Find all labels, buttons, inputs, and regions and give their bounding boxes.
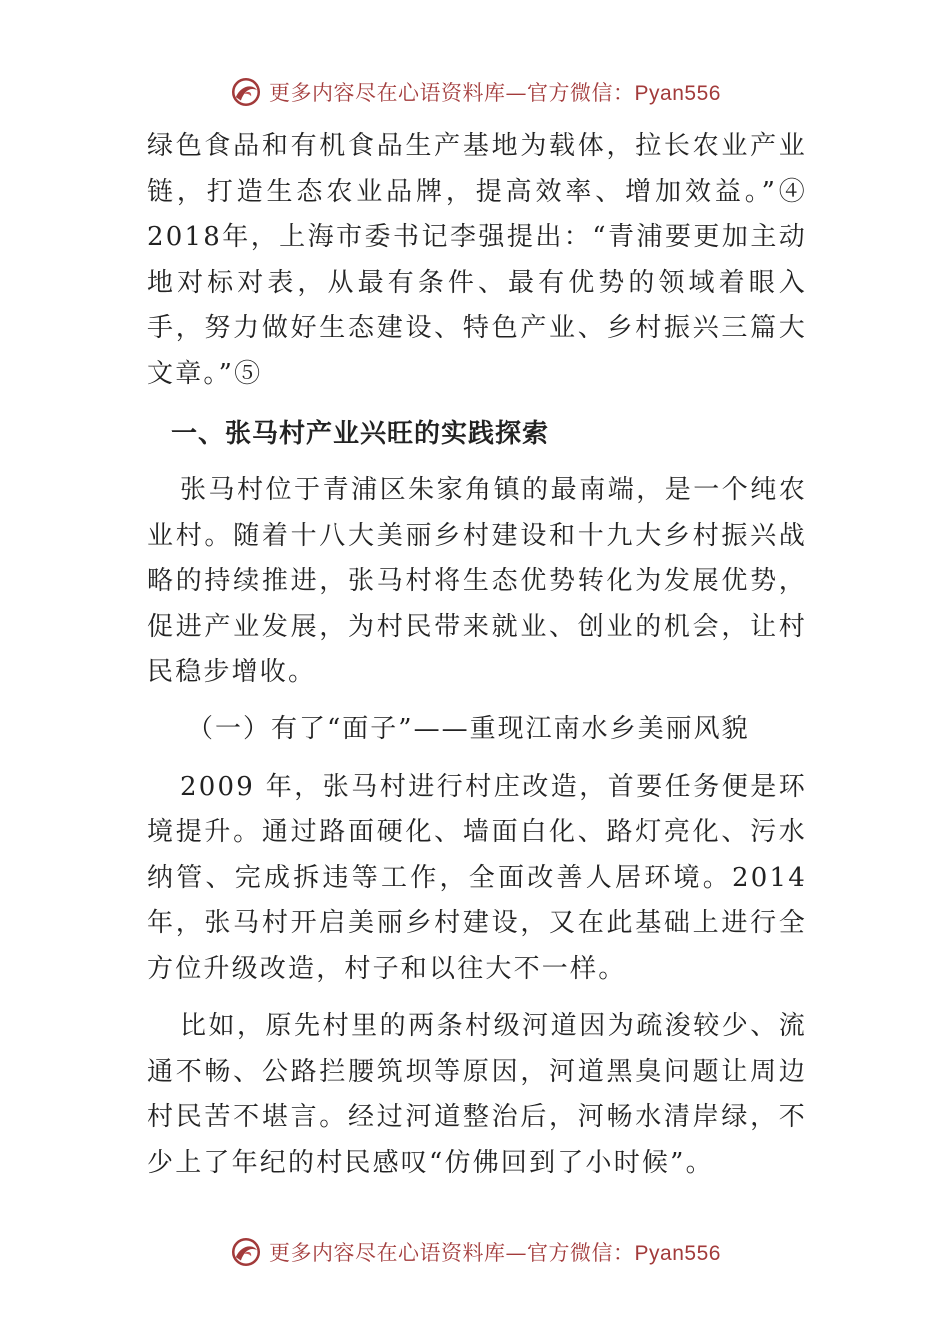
paragraph-renovation: 2009 年，张马村进行村庄改造，首要任务便是环境提升。通过路面硬化、墙面白化、路灯亮化、污水纳管、完成拆违等工作，全面改善人居环境。2014 年，张马村开启美丽乡村建设，又在此基础上进行全方位升级改造，村子和以往大不一样。: [147, 771, 807, 984]
swirl-logo-icon: [229, 75, 263, 109]
paragraph-intro: 张马村位于青浦区朱家角镇的最南端，是一个纯农业村。随着十八大美丽乡村建设和十九大乡村振兴战略的持续推进，张马村将生态优势转化为发展优势，促进产业发展，为村民带来就业、创业的机会，让村民稳步增收。: [147, 475, 807, 687]
watermark-text: 更多内容尽在心语资料库—官方微信：Pyan556: [269, 81, 721, 105]
subsection-heading: （一）有了“面子”——重现江南水乡美丽风貌: [187, 713, 750, 744]
swirl-logo-icon: [229, 1235, 263, 1269]
watermark-text: 更多内容尽在心语资料库—官方微信：Pyan556: [269, 1241, 721, 1265]
watermark-footer: [0, 1232, 950, 1272]
paragraph-continued: 绿色食品和有机食品生产基地为载体，拉长农业产业链，打造生态农业品牌，提高效率、增加效益。”④ 2018年，上海市委书记李强提出：“青浦要更加主动地对标对表，从最有条件、最有优势的领域着眼入手，努力做好生态建设、特色产业、乡村振兴三篇大文章。”⑤: [147, 131, 807, 389]
watermark-header: [0, 72, 950, 112]
document-body: [147, 124, 807, 1186]
paragraph-river: 比如，原先村里的两条村级河道因为疏浚较少、流通不畅、公路拦腰筑坝等原因，河道黑臭问题让周边村民苦不堪言。经过河道整治后，河畅水清岸绿，不少上了年纪的村民感叹“仿佛回到了小时候”。: [147, 1011, 807, 1178]
section-heading: 一、张马村产业兴旺的实践探索: [171, 419, 550, 449]
